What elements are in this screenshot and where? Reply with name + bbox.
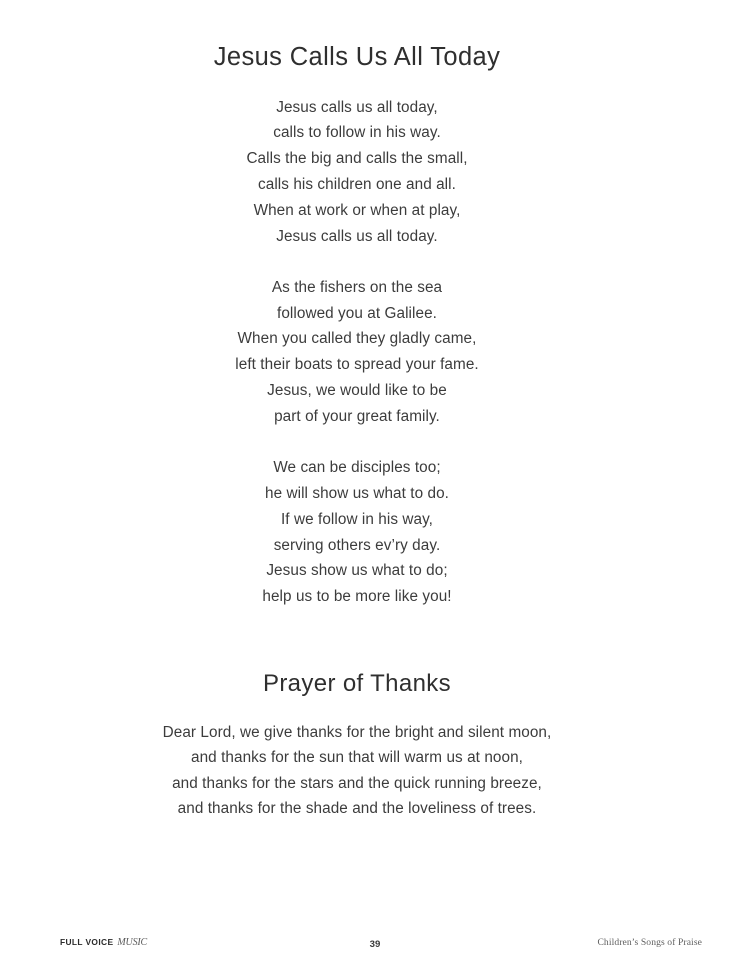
song-verse-2 [0, 275, 714, 430]
prayer-section-header [0, 670, 714, 699]
prayer-line: and thanks for the shade and the loveliness of trees. [177, 799, 537, 817]
song-verse-1 [0, 95, 714, 250]
prayer-line: and thanks for the stars and the quick running breeze, [172, 774, 542, 792]
verse-line: part of your great family. [274, 407, 440, 425]
publisher-name: FULL VOICE [60, 937, 114, 947]
verse-line: When you called they gladly came, [237, 330, 477, 348]
verse-line: Jesus show us what to do; [266, 562, 448, 580]
page-number: 39 [369, 939, 381, 950]
verse-line: calls his children one and all. [258, 175, 456, 193]
verse-line: If we follow in his way, [280, 510, 434, 528]
verse-line: serving others ev’ry day. [273, 536, 441, 554]
verse-line: As the fishers on the sea [271, 278, 443, 296]
book-title: Children’s Songs of Praise [597, 937, 702, 948]
page-footer [0, 912, 750, 970]
prayer-line: and thanks for the sun that will warm us at noon, [191, 749, 523, 767]
verse-line: Jesus calls us all today, [276, 98, 438, 116]
verse-line: When at work or when at play, [253, 201, 461, 219]
verse-line: left their boats to spread your fame. [235, 356, 479, 374]
prayer-title: Prayer of Thanks [262, 669, 452, 697]
prayer-line: Dear Lord, we give thanks for the bright and silent moon, [162, 723, 552, 741]
verse-line: Jesus, we would like to be [267, 382, 447, 400]
verse-line: We can be disciples too; [273, 459, 441, 477]
verse-line: followed you at Galilee. [277, 304, 437, 322]
page-title: Jesus Calls Us All Today [213, 43, 501, 71]
verse-line: help us to be more like you! [262, 588, 452, 606]
verse-line: Jesus calls us all today. [276, 227, 438, 245]
verse-line: he will show us what to do. [264, 484, 450, 502]
song-verse-3 [0, 455, 714, 610]
verse-line: Calls the big and calls the small, [246, 150, 468, 168]
prayer-stanza [0, 720, 714, 822]
publisher-name-script: MUSIC [117, 937, 147, 948]
verse-line: calls to follow in his way. [273, 124, 441, 142]
